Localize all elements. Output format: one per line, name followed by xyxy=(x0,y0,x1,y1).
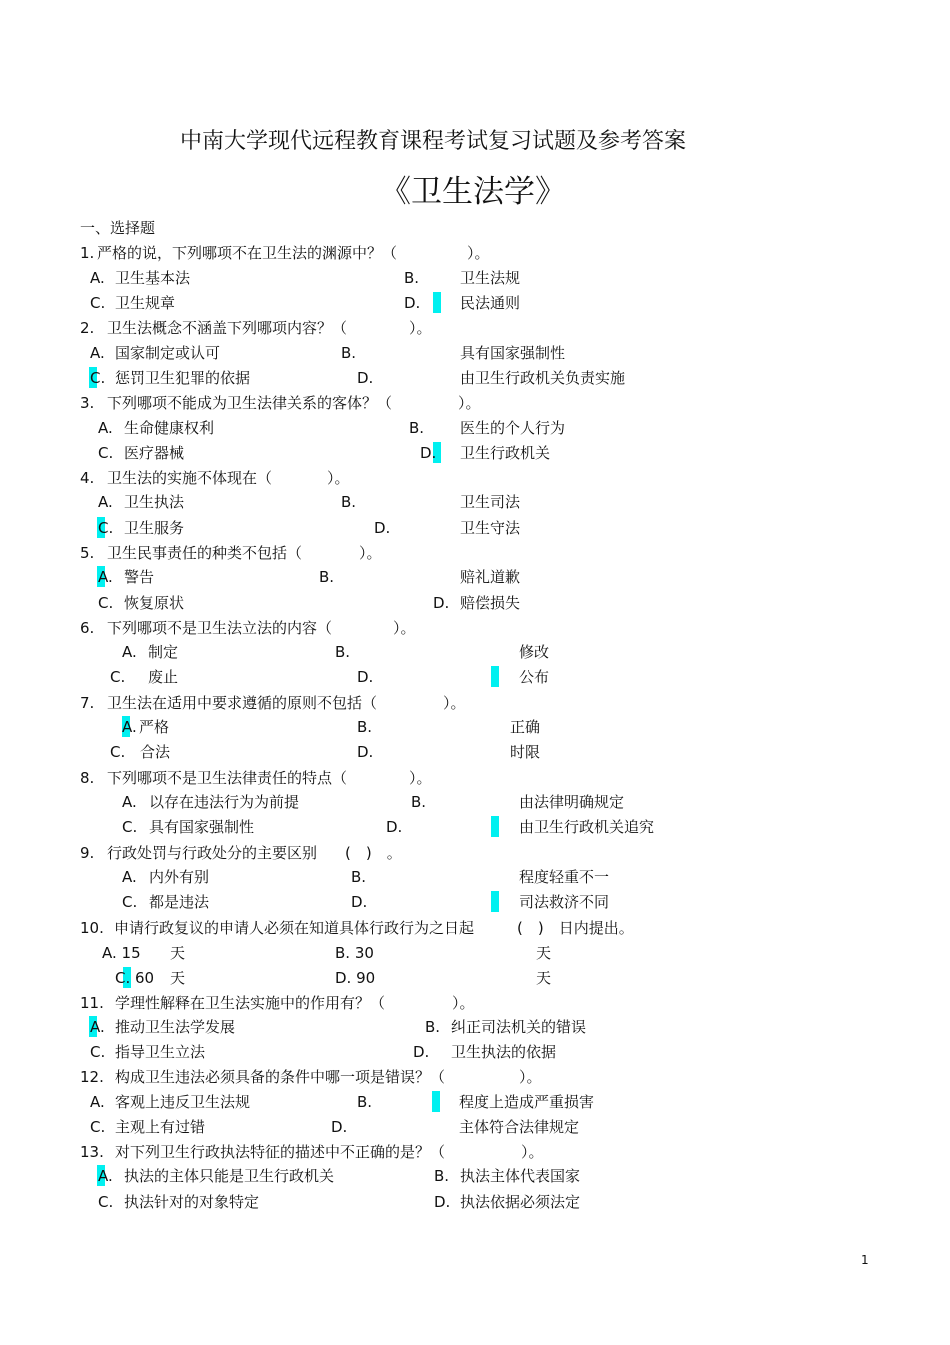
question-13-option-c-text: 执法针对的对象特定 xyxy=(124,1193,260,1211)
question-11-option-d-letter: D. xyxy=(413,1043,430,1061)
question-6-option-c-letter: C. xyxy=(110,668,126,686)
question-1-answer-highlight xyxy=(433,292,441,313)
question-6-option-a-text: 制定 xyxy=(148,643,179,661)
question-7-option-b-text: 正确 xyxy=(510,718,541,736)
question-5-option-b-letter: B. xyxy=(319,568,335,586)
question-3-option-c-letter: C. xyxy=(98,444,114,462)
question-3-stem: 下列哪项不能成为卫生法律关系的客体？（ xyxy=(107,394,393,412)
question-13-stem: 对下列卫生行政执法特征的描述中不正确的是？（ xyxy=(115,1143,446,1161)
question-4-option-b-text: 卫生司法 xyxy=(460,493,521,511)
question-3-number: 3. xyxy=(80,394,95,412)
question-13-option-b-letter: B. xyxy=(434,1167,450,1185)
question-5-tail: ）。 xyxy=(359,544,382,562)
question-12-option-c-letter: C. xyxy=(90,1118,106,1136)
question-3-option-a-text: 生命健康权利 xyxy=(124,419,215,437)
question-11-option-a-letter: A. xyxy=(90,1018,105,1036)
question-9-tail: ( ) 。 xyxy=(345,844,402,862)
question-10-option-c-letter: C. 60 xyxy=(115,969,155,987)
question-2-option-c-text: 惩罚卫生犯罪的依据 xyxy=(115,369,251,387)
question-10-option-c-text: 天 xyxy=(170,969,186,987)
question-10-option-d-text: 天 xyxy=(536,969,552,987)
question-12-number: 12. xyxy=(80,1068,104,1086)
question-6-answer-highlight xyxy=(491,666,499,687)
question-3-option-b-letter: B. xyxy=(409,419,425,437)
question-6-option-a-letter: A. xyxy=(122,643,137,661)
question-6-number: 6. xyxy=(80,619,95,637)
question-9-option-c-letter: C. xyxy=(122,893,138,911)
question-8-option-d-letter: D. xyxy=(386,818,403,836)
question-7-tail: ）。 xyxy=(443,694,466,712)
question-9-option-a-letter: A. xyxy=(122,868,137,886)
question-8-number: 8. xyxy=(80,769,95,787)
question-10-option-b-letter: B. 30 xyxy=(335,944,374,962)
question-9-option-c-text: 都是违法 xyxy=(149,893,210,911)
question-2-tail: ）。 xyxy=(409,319,432,337)
question-5-stem: 卫生民事责任的种类不包括（ xyxy=(107,544,303,562)
question-12-option-d-letter: D. xyxy=(331,1118,348,1136)
question-3-tail: ）。 xyxy=(458,394,481,412)
question-4-option-b-letter: B. xyxy=(341,493,357,511)
question-8-tail: ）。 xyxy=(409,769,432,787)
question-7-option-c-text: 合法 xyxy=(140,743,171,761)
question-4-option-d-text: 卫生守法 xyxy=(460,519,521,537)
question-3-option-d-letter: D. xyxy=(420,444,437,462)
question-9-stem: 行政处罚与行政处分的主要区别 xyxy=(107,844,318,862)
question-13-option-d-letter: D. xyxy=(434,1193,451,1211)
question-6-option-b-text: 修改 xyxy=(519,643,550,661)
question-8-option-b-letter: B. xyxy=(411,793,427,811)
question-9-option-d-text: 司法救济不同 xyxy=(519,893,610,911)
question-10-option-d-letter: D. 90 xyxy=(335,969,376,987)
question-13-number: 13. xyxy=(80,1143,104,1161)
question-11-option-c-text: 指导卫生立法 xyxy=(115,1043,206,1061)
question-4-option-d-letter: D. xyxy=(374,519,391,537)
section-heading: 一、选择题 xyxy=(80,219,156,237)
question-1-tail: ）。 xyxy=(467,244,490,262)
question-12-option-a-text: 客观上违反卫生法规 xyxy=(115,1093,251,1111)
question-1-option-a-letter: A. xyxy=(90,269,105,287)
question-2-option-b-text: 具有国家强制性 xyxy=(460,344,566,362)
question-6-option-d-text: 公布 xyxy=(519,668,550,686)
question-5-option-a-text: 警告 xyxy=(124,568,155,586)
question-5-option-d-letter: D. xyxy=(433,594,450,612)
question-4-option-c-text: 卫生服务 xyxy=(124,519,185,537)
question-11-option-b-letter: B. xyxy=(425,1018,441,1036)
question-5-number: 5. xyxy=(80,544,95,562)
question-6-option-b-letter: B. xyxy=(335,643,351,661)
question-1-option-b-letter: B. xyxy=(404,269,420,287)
question-8-option-a-text: 以存在违法行为为前提 xyxy=(149,793,300,811)
question-12-option-d-text: 主体符合法律规定 xyxy=(459,1118,580,1136)
question-12-option-a-letter: A. xyxy=(90,1093,105,1111)
question-1-number: 1. xyxy=(80,244,95,262)
question-11-option-c-letter: C. xyxy=(90,1043,106,1061)
question-7-option-a-letter: A. xyxy=(122,718,137,736)
question-1-stem: 严格的说，下列哪项不在卫生法的渊源中？（ xyxy=(97,244,398,262)
question-5-option-b-text: 赔礼道歉 xyxy=(460,568,521,586)
question-9-option-b-letter: B. xyxy=(351,868,367,886)
question-4-stem: 卫生法的实施不体现在（ xyxy=(107,469,273,487)
question-2-option-d-letter: D. xyxy=(357,369,374,387)
question-2-stem: 卫生法概念不涵盖下列哪项内容？（ xyxy=(107,319,348,337)
question-7-option-a-text: 严格 xyxy=(139,718,170,736)
question-10-tail: ( ) 日内提出。 xyxy=(517,919,634,937)
question-11-option-d-text: 卫生执法的依据 xyxy=(451,1043,557,1061)
question-1-option-c-letter: C. xyxy=(90,294,106,312)
question-8-option-b-text: 由法律明确规定 xyxy=(519,793,625,811)
question-10-option-a-text: 天 xyxy=(170,944,186,962)
question-1-option-b-text: 卫生法规 xyxy=(460,269,521,287)
question-3-option-b-text: 医生的个人行为 xyxy=(460,419,566,437)
question-12-option-b-letter: B. xyxy=(357,1093,373,1111)
question-2-option-c-letter: C. xyxy=(90,369,106,387)
question-12-stem: 构成卫生违法必须具备的条件中哪一项是错误？（ xyxy=(115,1068,446,1086)
question-5-option-c-letter: C. xyxy=(98,594,114,612)
question-10-option-b-text: 天 xyxy=(536,944,552,962)
question-2-option-d-text: 由卫生行政机关负责实施 xyxy=(460,369,626,387)
question-8-option-d-text: 由卫生行政机关追究 xyxy=(519,818,655,836)
question-4-option-a-text: 卫生执法 xyxy=(124,493,185,511)
question-13-option-a-letter: A. xyxy=(98,1167,113,1185)
question-4-option-a-letter: A. xyxy=(98,493,113,511)
question-1-option-c-text: 卫生规章 xyxy=(115,294,176,312)
question-7-option-b-letter: B. xyxy=(357,718,373,736)
question-7-stem: 卫生法在适用中要求遵循的原则不包括（ xyxy=(107,694,378,712)
question-1-option-d-text: 民法通则 xyxy=(460,294,521,312)
question-3-option-c-text: 医疗器械 xyxy=(124,444,185,462)
question-2-option-a-letter: A. xyxy=(90,344,105,362)
question-11-option-a-text: 推动卫生法学发展 xyxy=(115,1018,236,1036)
question-4-option-c-letter: C. xyxy=(98,519,114,537)
question-8-option-c-letter: C. xyxy=(122,818,138,836)
question-1-option-d-letter: D. xyxy=(404,294,421,312)
question-12-tail: ）。 xyxy=(519,1068,542,1086)
question-7-option-c-letter: C. xyxy=(110,743,126,761)
question-2-number: 2. xyxy=(80,319,95,337)
question-11-tail: ）。 xyxy=(452,994,475,1012)
question-1-option-a-text: 卫生基本法 xyxy=(115,269,191,287)
question-8-stem: 下列哪项不是卫生法律责任的特点（ xyxy=(107,769,348,787)
question-12-option-c-text: 主观上有过错 xyxy=(115,1118,206,1136)
page-number: 1 xyxy=(861,1253,869,1267)
question-12-answer-highlight xyxy=(432,1091,440,1112)
question-10-option-a-letter: A. 15 xyxy=(102,944,141,962)
question-4-tail: ）。 xyxy=(327,469,350,487)
question-9-number: 9. xyxy=(80,844,95,862)
question-2-option-b-letter: B. xyxy=(341,344,357,362)
question-12-option-b-text: 程度上造成严重损害 xyxy=(459,1093,595,1111)
question-6-option-c-text: 废止 xyxy=(148,668,179,686)
question-6-tail: ）。 xyxy=(393,619,416,637)
question-9-option-b-text: 程度轻重不一 xyxy=(519,868,610,886)
question-9-option-a-text: 内外有别 xyxy=(149,868,210,886)
doc-subtitle: 《卫生法学》 xyxy=(380,174,566,210)
question-9-answer-highlight xyxy=(491,891,499,912)
question-10-stem: 申请行政复议的申请人必须在知道具体行政行为之日起 xyxy=(114,919,475,937)
question-8-answer-highlight xyxy=(491,816,499,837)
question-8-option-c-text: 具有国家强制性 xyxy=(149,818,255,836)
question-5-option-c-text: 恢复原状 xyxy=(124,594,185,612)
question-8-option-a-letter: A. xyxy=(122,793,137,811)
question-13-option-a-text: 执法的主体只能是卫生行政机关 xyxy=(124,1167,335,1185)
question-5-option-d-text: 赔偿损失 xyxy=(460,594,521,612)
question-13-option-c-letter: C. xyxy=(98,1193,114,1211)
question-7-option-d-text: 时限 xyxy=(510,743,541,761)
question-13-option-d-text: 执法依据必须法定 xyxy=(460,1193,581,1211)
question-3-option-a-letter: A. xyxy=(98,419,113,437)
question-5-option-a-letter: A. xyxy=(98,568,113,586)
question-13-option-b-text: 执法主体代表国家 xyxy=(460,1167,581,1185)
question-10-number: 10. xyxy=(80,919,104,937)
doc-title: 中南大学现代远程教育课程考试复习试题及参考答案 xyxy=(180,129,687,154)
question-6-stem: 下列哪项不是卫生法立法的内容（ xyxy=(107,619,333,637)
question-6-option-d-letter: D. xyxy=(357,668,374,686)
question-3-option-d-text: 卫生行政机关 xyxy=(460,444,551,462)
question-2-option-a-text: 国家制定或认可 xyxy=(115,344,221,362)
question-9-option-d-letter: D. xyxy=(351,893,368,911)
question-11-stem: 学理性解释在卫生法实施中的作用有？（ xyxy=(115,994,386,1012)
question-11-number: 11. xyxy=(80,994,104,1012)
question-7-option-d-letter: D. xyxy=(357,743,374,761)
question-4-number: 4. xyxy=(80,469,95,487)
question-13-tail: ）。 xyxy=(521,1143,544,1161)
question-7-number: 7. xyxy=(80,694,95,712)
question-11-option-b-text: 纠正司法机关的错误 xyxy=(451,1018,587,1036)
